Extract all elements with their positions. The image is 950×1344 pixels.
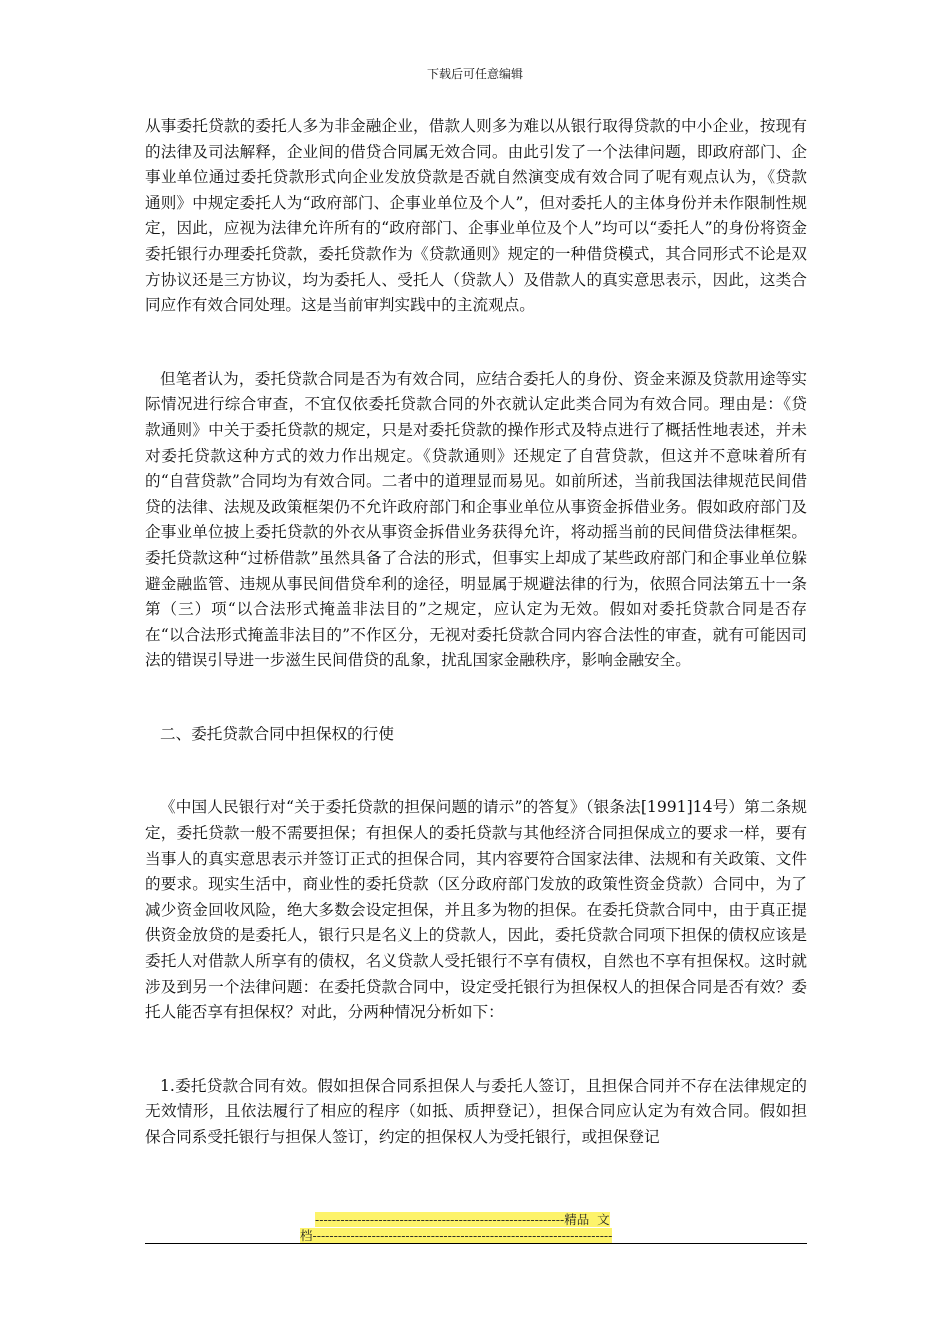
paragraph-gap xyxy=(145,1026,807,1074)
footer-divider xyxy=(145,1243,807,1244)
paragraph-1: 从事委托贷款的委托人多为非金融企业，借款人则多为难以从银行取得贷款的中小企业，按现有的法律及司法解释，企业间的借贷合同属无效合同。由此引发了一个法律问题，即政府部门、企事业单位通过委托贷款形式向企业发放贷款是否就自然演变成有效合同了呢有观点认为，《贷款通则》中规定委托人为“政府部门、企事业单位及个人”，但对委托人的主体身份并未作限制性规定，因此，应视为法律允许所有的“政府部门、企事业单位及个人”均可以“委托人”的身份将资金委托银行办理委托贷款，委托贷款作为《贷款通则》规定的一种借贷模式，其合同形式不论是双方协议还是三方协议，均为委托人、受托人（贷款人）及借款人的真实意思表示，因此，这类合同应作有效合同处理。这是当前审判实践中的主流观点。 xyxy=(145,117,807,315)
document-body xyxy=(145,114,807,1151)
paragraph-gap xyxy=(145,747,807,795)
paragraph-3: 《中国人民银行对“关于委托贷款的担保问题的请示”的答复》（银条法[1991]14号）第二条规定，委托贷款一般不需要担保；有担保人的委托贷款与其他经济合同担保成立的要求一样，要有当事人的真实意思表示并签订正式的担保合同，其内容要符合国家法律、法规和有关政策、文件的要求。现实生活中，商业性的委托贷款（区分政府部门发放的政策性资金贷款）合同中，为了减少资金回收风险，绝大多数会设定担保，并且多为物的担保。在委托贷款合同中，由于真正提供资金放贷的是委托人，银行只是名义上的贷款人，因此，委托贷款合同项下担保的债权应该是委托人对借款人所享有的债权，名义贷款人受托银行不享有债权，自然也不享有担保权。这时就涉及到另一个法律问题：在委托贷款合同中，设定受托银行为担保权人的担保合同是否有效？委托人能否享有担保权？对此，分两种情况分析如下： xyxy=(145,798,807,1022)
footer-watermark xyxy=(300,1212,650,1244)
paragraph-gap xyxy=(145,674,807,722)
footer-line-1: -----------------------------------------------------------精品 文 xyxy=(315,1212,610,1227)
paragraph-2: 但笔者认为，委托贷款合同是否为有效合同，应结合委托人的身份、资金来源及贷款用途等实际情况进行综合审查，不宜仅依委托贷款合同的外衣就认定此类合同为有效合同。理由是：《贷款通则》中关于委托贷款的规定，只是对委托贷款的操作形式及特点进行了概括性地表述，并未对委托贷款这种方式的效力作出规定。《贷款通则》还规定了自营贷款，但这并不意味着所有的“自营贷款”合同均为有效合同。二者中的道理显而易见。如前所述，当前我国法律规范民间借贷的法律、法规及政策框架仍不允许政府部门和企事业单位从事资金拆借业务。假如政府部门及企事业单位披上委托贷款的外衣从事资金拆借业务获得允许，将动摇当前的民间借贷法律框架。委托贷款这种“过桥借款”虽然具备了合法的形式，但事实上却成了某些政府部门和企事业单位躲避金融监管、违规从事民间借贷牟利的途径，明显属于规避法律的行为，依照合同法第五十一条第（三）项“以合法形式掩盖非法目的”之规定，应认定为无效。假如对委托贷款合同是否存在“以合法形式掩盖非法目的”不作区分，无视对委托贷款合同内容合法性的审查，就有可能因司法的错误引导进一步滋生民间借贷的乱象，扰乱国家金融秩序，影响金融安全。 xyxy=(145,369,807,670)
footer-line-2: 档----------------------------------------------------------------------- xyxy=(300,1228,613,1243)
paragraph-4: 1.委托贷款合同有效。假如担保合同系担保人与委托人签订，且担保合同并不存在法律规定的无效情形，且依法履行了相应的程序（如抵、质押登记），担保合同应认定为有效合同。假如担保合同系受托银行与担保人签订，约定的担保权人为受托银行，或担保登记 xyxy=(145,1076,807,1146)
paragraph-gap xyxy=(145,319,807,367)
section-heading-2: 二、委托贷款合同中担保权的行使 xyxy=(160,724,394,743)
page-header: 下载后可任意编辑 xyxy=(426,67,523,81)
